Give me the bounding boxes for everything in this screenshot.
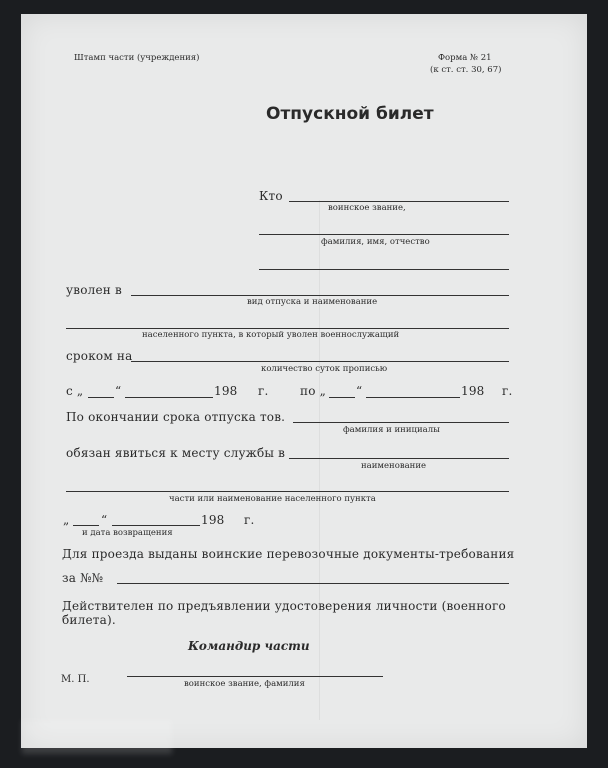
- who-name-line[interactable]: [259, 234, 509, 235]
- validity-line-2: билета).: [62, 613, 116, 627]
- comrade-name-line[interactable]: [293, 422, 509, 423]
- form-reference: (к ст. ст. 30, 67): [430, 65, 502, 75]
- to-quote: “: [356, 384, 363, 398]
- who-extra-line[interactable]: [259, 269, 509, 270]
- report-place-hint: наименование: [361, 461, 427, 471]
- term-hint: количество суток прописью: [261, 364, 388, 374]
- form-number: Форма № 21: [438, 53, 492, 63]
- report-text: обязан явиться к месту службы в: [66, 446, 286, 460]
- term-line[interactable]: [131, 361, 509, 362]
- leave-place-line[interactable]: [66, 328, 509, 329]
- return-prefix: „: [63, 513, 70, 527]
- who-rank-line[interactable]: [289, 201, 509, 202]
- who-hint-name: фамилия, имя, отчество: [321, 237, 430, 247]
- return-hint: и дата возвращения: [82, 528, 173, 538]
- to-day-line[interactable]: [329, 397, 355, 398]
- who-label: Кто: [259, 189, 283, 203]
- leave-hint-place: населенного пункта, в который уволен военнослужащий: [142, 330, 400, 340]
- to-prefix: по „: [300, 384, 327, 398]
- travel-numbers-line[interactable]: [117, 583, 509, 584]
- to-g: г.: [502, 384, 513, 398]
- from-quote: “: [115, 384, 122, 398]
- leave-label: уволен в: [66, 283, 122, 297]
- leave-hint-type: вид отпуска и наименование: [247, 297, 378, 307]
- from-prefix: с „: [66, 384, 84, 398]
- unit-hint: части или наименование населенного пункта: [169, 494, 376, 504]
- signature-line[interactable]: [127, 676, 383, 677]
- term-label: сроком на: [66, 349, 133, 363]
- to-month-line[interactable]: [366, 397, 460, 398]
- return-month-line[interactable]: [112, 525, 200, 526]
- commander-label: Командир части: [188, 639, 310, 653]
- validity-line-1: Действителен по предъявлении удостоверения личности (военного: [62, 599, 506, 613]
- from-g: г.: [258, 384, 269, 398]
- from-year: 198: [214, 384, 238, 398]
- leave-type-line[interactable]: [131, 295, 509, 296]
- fold-crease: [319, 200, 320, 720]
- return-year: 198: [201, 513, 225, 527]
- seal-place-label: М. П.: [61, 674, 90, 685]
- who-hint-rank: воинское звание,: [328, 203, 406, 213]
- travel-docs-text: Для проезда выданы воинские перевозочные документы-требования: [62, 547, 515, 561]
- from-month-line[interactable]: [125, 397, 213, 398]
- return-g: г.: [244, 513, 255, 527]
- from-day-line[interactable]: [88, 397, 114, 398]
- page-title: Отпускной билет: [266, 104, 434, 124]
- return-quote: “: [101, 513, 108, 527]
- stamp-label: Штамп части (учреждения): [74, 53, 200, 63]
- watermark-smudge: [22, 720, 172, 754]
- to-year: 198: [461, 384, 485, 398]
- travel-numbers-label: за №№: [62, 571, 104, 585]
- form-sheet: [21, 14, 587, 748]
- report-place-line[interactable]: [289, 458, 509, 459]
- signature-hint: воинское звание, фамилия: [184, 679, 305, 689]
- return-day-line[interactable]: [73, 525, 99, 526]
- end-of-leave-text: По окончании срока отпуска тов.: [66, 410, 286, 424]
- unit-line[interactable]: [66, 491, 509, 492]
- comrade-name-hint: фамилия и инициалы: [343, 425, 440, 435]
